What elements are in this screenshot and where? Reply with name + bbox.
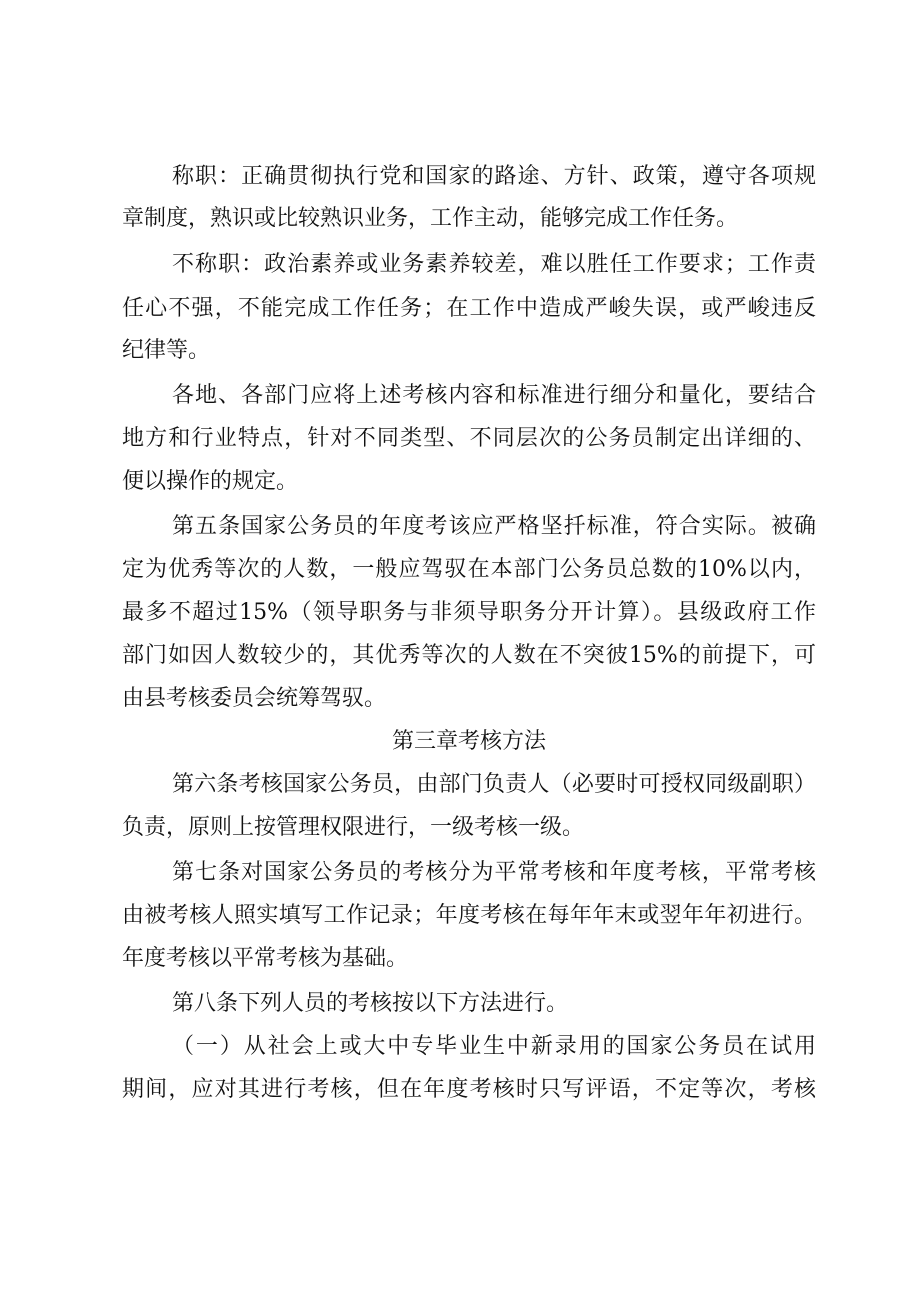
text-line: 便以操作的规定。 [122, 469, 299, 494]
text-line: 章制度，熟识或比较熟识业务，工作主动，能够完成工作任务。 [122, 206, 739, 231]
text-line: 由县考核委员会统筹驾驭。 [122, 686, 387, 711]
text-line: 负责，原则上按管理权限进行，一级考核一级。 [122, 815, 585, 840]
text-line: （一）从社会上或大中专毕业生中新录用的国家公务员在试用 [172, 1034, 816, 1059]
text-line: 不称职：政治素养或业务素养较差，难以胜任工作要求；工作责 [172, 252, 816, 277]
text-line: 称职：正确贯彻执行党和国家的路途、方针、政策，遵守各项规 [172, 164, 816, 189]
text-line: 各地、各部门应将上述考核内容和标准进行细分和量化，要结合 [172, 383, 816, 408]
text-line: 年度考核以平常考核为基础。 [122, 946, 409, 971]
text-line: 最多不超过15%（领导职务与非须导职务分开计算）。县级政府工作 [122, 600, 816, 625]
text-line: 第八条下列人员的考核按以下方法进行。 [172, 991, 569, 1016]
text-line: 定为优秀等次的人数，一般应驾驭在本部门公务员总数的10%以内， [122, 557, 816, 582]
text-line: 第五条国家公务员的年度考该应严格坚扦标准，符合实际。被确 [172, 514, 816, 539]
chapter-heading: 第三章考核方法 [391, 729, 546, 754]
text-line: 纪律等。 [122, 338, 211, 363]
text-line: 任心不强，不能完成工作任务；在工作中造成严峻失误，或严峻违反 [122, 296, 816, 321]
text-line: 第六条考核国家公务员，由部门负责人（必要时可授权同级副职） [172, 772, 816, 797]
text-line: 期间，应对其进行考核，但在年度考核时只写评语，不定等次，考核 [122, 1077, 816, 1102]
text-line: 地方和行业特点，针对不同类型、不同层次的公务员制定出详细的、 [122, 426, 816, 451]
text-line: 第七条对国家公务员的考核分为平常考核和年度考核，平常考核 [172, 860, 816, 885]
text-line: 部门如因人数较少的，其优秀等次的人数在不突彼15%的前提下，可 [122, 643, 816, 668]
text-line: 由被考核人照实填写工作记录；年度考核在每年年末或翌年年初进行。 [122, 903, 816, 928]
